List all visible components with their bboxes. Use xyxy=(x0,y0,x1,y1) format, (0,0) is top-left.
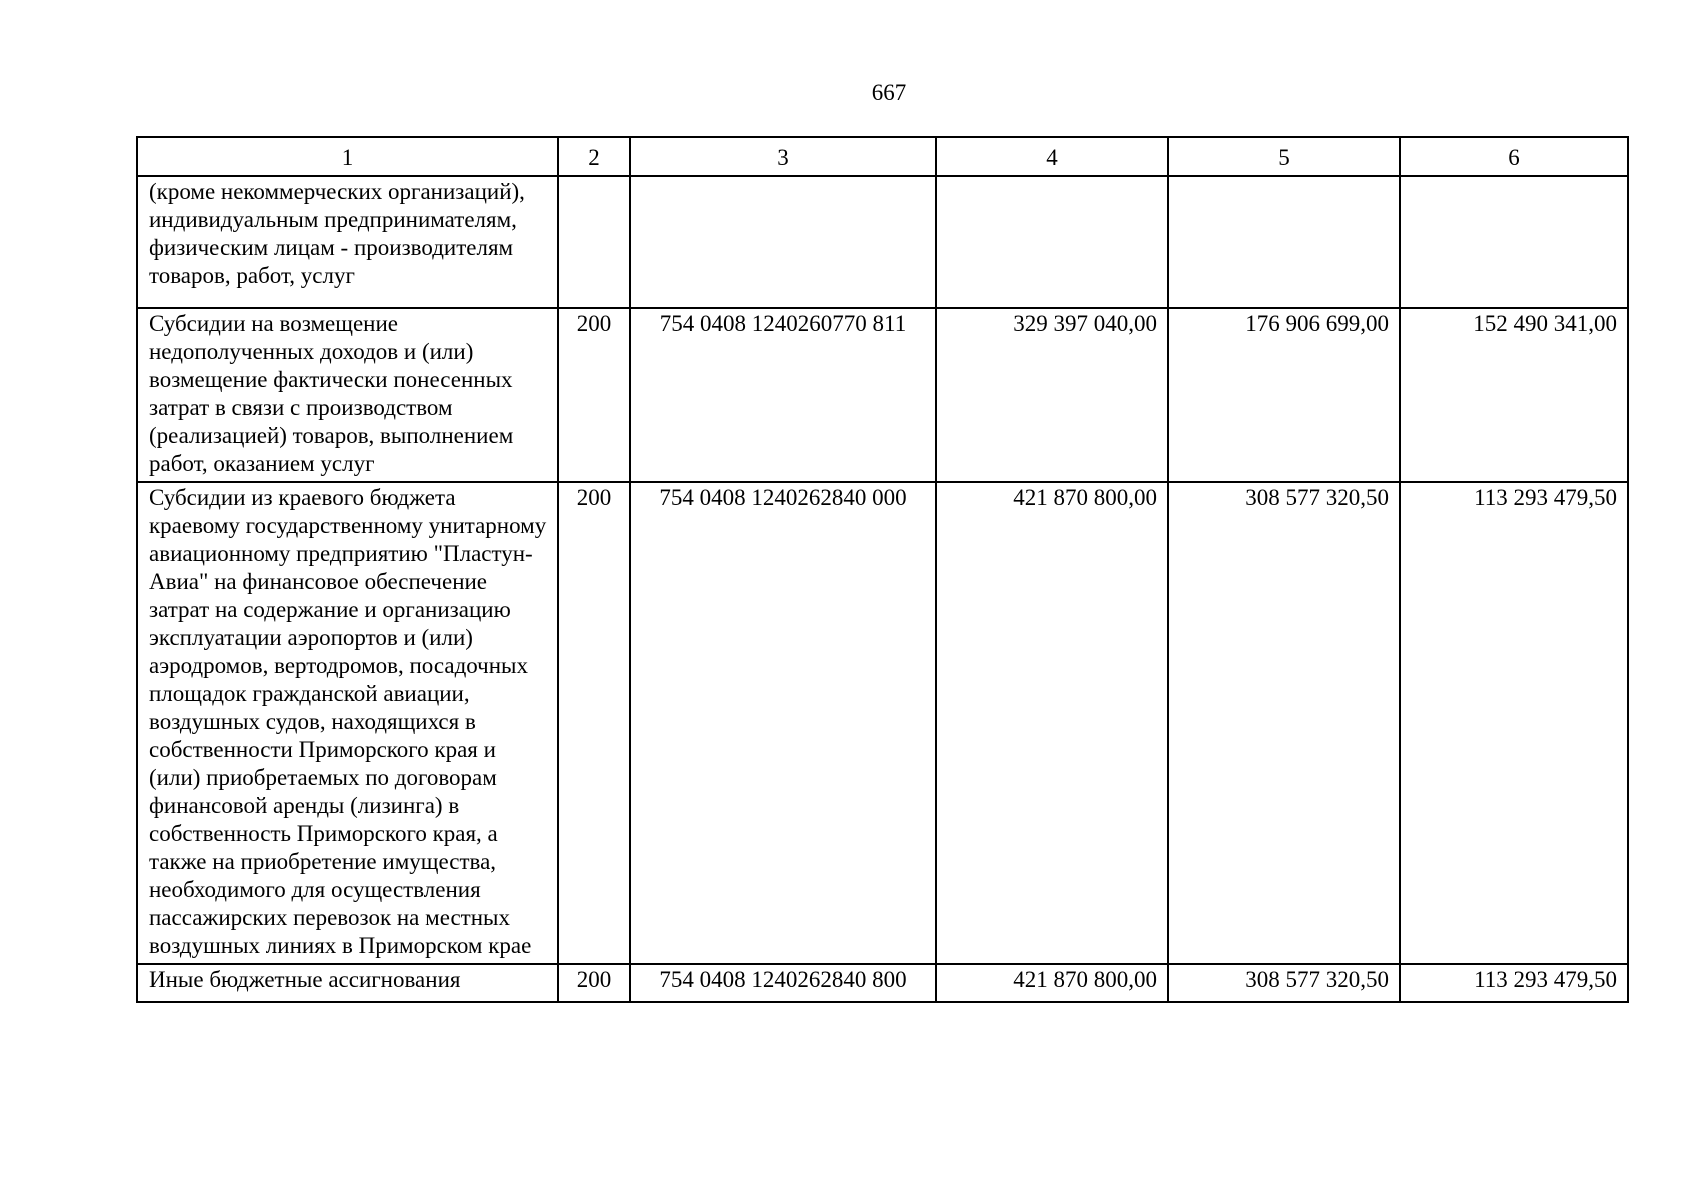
table-row xyxy=(137,964,1628,1002)
row-executed-amount: 176 906 699,00 xyxy=(1168,308,1400,482)
row-plan-amount: 421 870 800,00 xyxy=(936,482,1168,964)
column-header-3: 3 xyxy=(630,137,936,176)
row-classification: 754 0408 1240262840 800 xyxy=(630,964,936,1002)
row-remainder-amount xyxy=(1400,176,1628,308)
table-row xyxy=(137,308,1628,482)
row-remainder-amount: 113 293 479,50 xyxy=(1400,482,1628,964)
row-classification: 754 0408 1240262840 000 xyxy=(630,482,936,964)
table-header-row xyxy=(137,137,1628,176)
column-header-5: 5 xyxy=(1168,137,1400,176)
row-name: Субсидии на возмещение недополученных доходов и (или) возмещение фактически понесенных затрат в связи с производством (реализацией) товаров, выполнением работ, оказанием услуг xyxy=(137,308,558,482)
row-name: Иные бюджетные ассигнования xyxy=(137,964,558,1002)
row-remainder-amount: 113 293 479,50 xyxy=(1400,964,1628,1002)
column-header-4: 4 xyxy=(936,137,1168,176)
row-executed-amount: 308 577 320,50 xyxy=(1168,482,1400,964)
row-classification xyxy=(630,176,936,308)
column-header-6: 6 xyxy=(1400,137,1628,176)
column-header-2: 2 xyxy=(558,137,630,176)
row-code: 200 xyxy=(558,482,630,964)
row-code xyxy=(558,176,630,308)
budget-table xyxy=(136,136,1629,1003)
row-name: (кроме некоммерческих организаций), индивидуальным предпринимателям, физическим лицам - производителям товаров, работ, услуг xyxy=(137,176,558,308)
row-code: 200 xyxy=(558,964,630,1002)
row-executed-amount xyxy=(1168,176,1400,308)
row-code: 200 xyxy=(558,308,630,482)
row-remainder-amount: 152 490 341,00 xyxy=(1400,308,1628,482)
row-name: Субсидии из краевого бюджета краевому государственному унитарному авиационному предприятию "Пластун-Авиа" на финансовое обеспечение затрат на содержание и организацию эксплуатации аэропортов и (или) аэродромов, вертодромов, посадочных площадок гражданской авиации, воздушных судов, находящихся в собственности Приморского края и (или) приобретаемых по договорам финансовой аренды (лизинга) в собственность Приморского края, а также на приобретение имущества, необходимого для осуществления пассажирских перевозок на местных воздушных линиях в Приморском крае xyxy=(137,482,558,964)
row-plan-amount: 421 870 800,00 xyxy=(936,964,1168,1002)
row-plan-amount xyxy=(936,176,1168,308)
row-plan-amount: 329 397 040,00 xyxy=(936,308,1168,482)
page-number: 667 xyxy=(871,80,907,105)
row-executed-amount: 308 577 320,50 xyxy=(1168,964,1400,1002)
row-classification: 754 0408 1240260770 811 xyxy=(630,308,936,482)
column-header-1: 1 xyxy=(137,137,558,176)
table-row xyxy=(137,482,1628,964)
table-row xyxy=(137,176,1628,308)
